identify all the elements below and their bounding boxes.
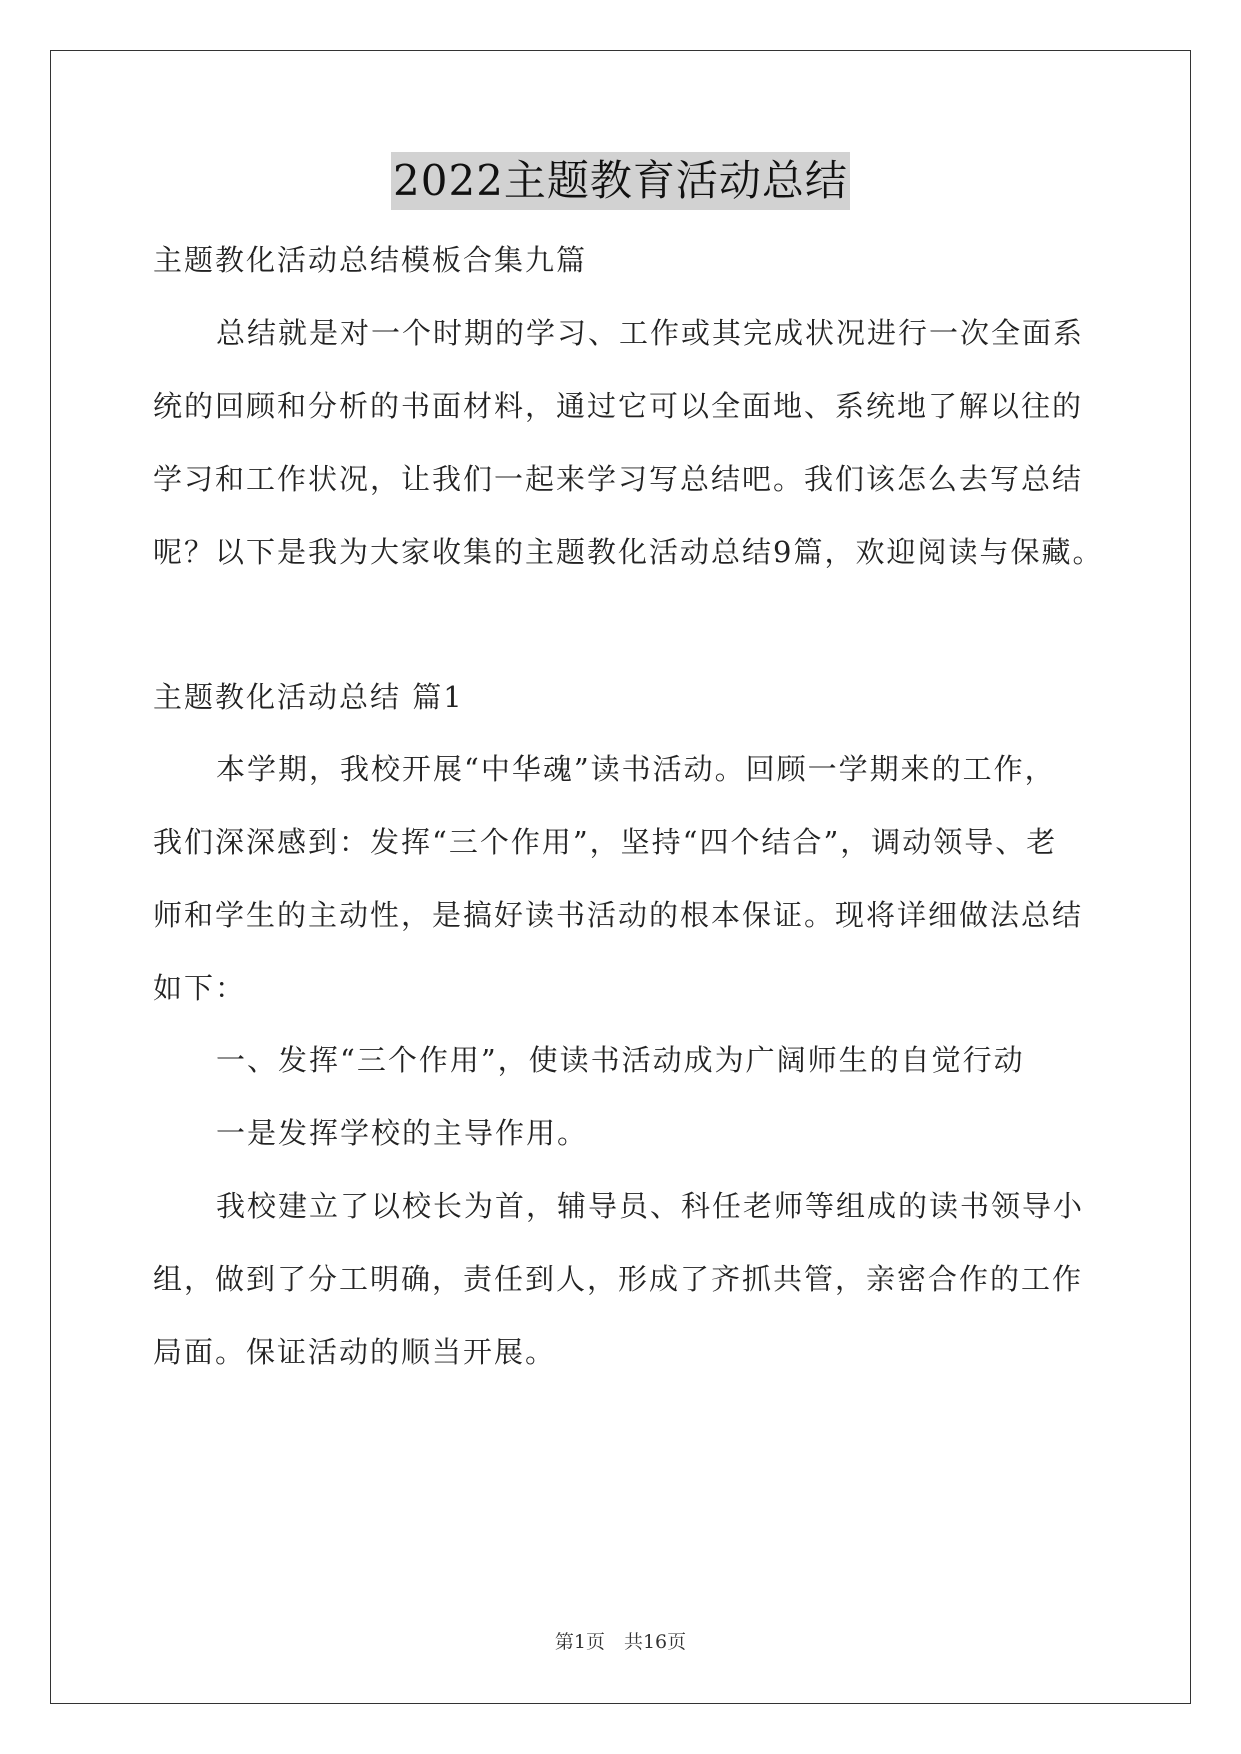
para1-line: 我们深深感到：发挥“三个作用”，坚持“四个结合”，调动领导、老 <box>153 825 1058 859</box>
para1-line: 本学期，我校开展“中华魂”读书活动。回顾一学期来的工作， <box>216 752 1056 786</box>
para1-line: 如下： <box>153 971 247 1005</box>
page-border <box>50 50 1191 1704</box>
para2-line: 我校建立了以校长为首，辅导员、科任老师等组成的读书领导小 <box>216 1189 1085 1223</box>
page-footer: 第1页 共16页 <box>554 1631 687 1653</box>
document-title: 2022主题教育活动总结 <box>391 152 850 210</box>
point-subheading: 一是发挥学校的主导作用。 <box>216 1116 589 1150</box>
para2-line: 局面。保证活动的顺当开展。 <box>153 1335 557 1369</box>
intro-line: 总结就是对一个时期的学习、工作或其完成状况进行一次全面系 <box>216 316 1085 350</box>
section-heading: 主题教化活动总结 篇1 <box>153 680 464 714</box>
title-wrapper <box>0 152 1241 210</box>
intro-line: 呢？以下是我为大家收集的主题教化活动总结9篇，欢迎阅读与保藏。 <box>153 535 1104 569</box>
point-heading: 一、发挥“三个作用”，使读书活动成为广阔师生的自觉行动 <box>216 1043 1025 1077</box>
intro-line: 统的回顾和分析的书面材料，通过它可以全面地、系统地了解以往的 <box>153 389 1084 423</box>
para1-line: 师和学生的主动性，是搞好读书活动的根本保证。现将详细做法总结 <box>153 898 1084 932</box>
intro-line: 学习和工作状况，让我们一起来学习写总结吧。我们该怎么去写总结 <box>153 462 1084 496</box>
subtitle: 主题教化活动总结模板合集九篇 <box>153 243 588 277</box>
para2-line: 组，做到了分工明确，责任到人，形成了齐抓共管，亲密合作的工作 <box>153 1262 1084 1296</box>
